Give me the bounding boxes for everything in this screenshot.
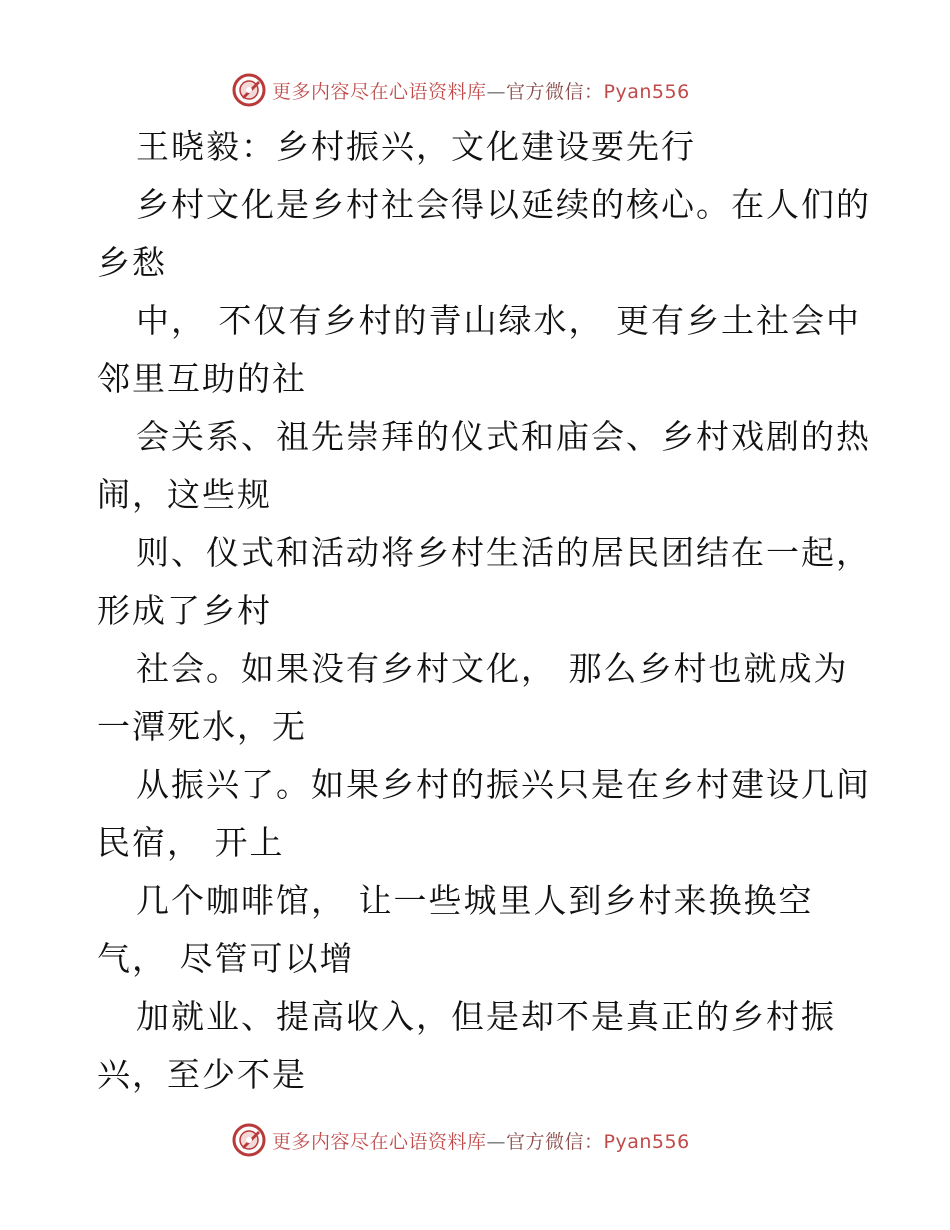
header-watermark-banner (0, 70, 950, 110)
body-line: 则、仪式和活动将乡村生活的居民团结在一起， (136, 533, 871, 572)
body-line: 兴，至少不是 (97, 1055, 307, 1094)
body-line: 形成了乡村 (97, 591, 272, 630)
body-line: 加就业、提高收入，但是却不是真正的乡村振 (136, 997, 836, 1036)
banner-text: 更多内容尽在心语资料库—官方微信：Pyan556 (272, 80, 690, 103)
body-line: 中， 不仅有乡村的青山绿水， 更有乡土社会中 (136, 301, 861, 340)
brand-logo-icon (232, 73, 266, 107)
footer-watermark-banner (0, 1120, 950, 1160)
body-line: 气， 尽管可以增 (97, 939, 355, 978)
body-line: 民宿， 开上 (97, 823, 285, 862)
body-line: 乡村文化是乡村社会得以延续的核心。在人们的 (136, 185, 871, 224)
body-line: 闹，这些规 (97, 475, 272, 514)
body-line: 乡愁 (97, 243, 167, 282)
body-line: 会关系、祖先崇拜的仪式和庙会、乡村戏剧的热 (136, 417, 871, 456)
banner-text: 更多内容尽在心语资料库—官方微信：Pyan556 (272, 1130, 690, 1153)
body-line: 社会。如果没有乡村文化， 那么乡村也就成为 (136, 649, 849, 688)
document-title: 王晓毅：乡村振兴，文化建设要先行 (136, 127, 696, 166)
body-line: 从振兴了。如果乡村的振兴只是在乡村建设几间 (136, 765, 871, 804)
brand-logo-icon (232, 1123, 266, 1157)
body-line: 几个咖啡馆， 让一些城里人到乡村来换换空 (136, 881, 814, 920)
body-line: 邻里互助的社 (97, 359, 307, 398)
body-line: 一潭死水，无 (97, 707, 307, 746)
